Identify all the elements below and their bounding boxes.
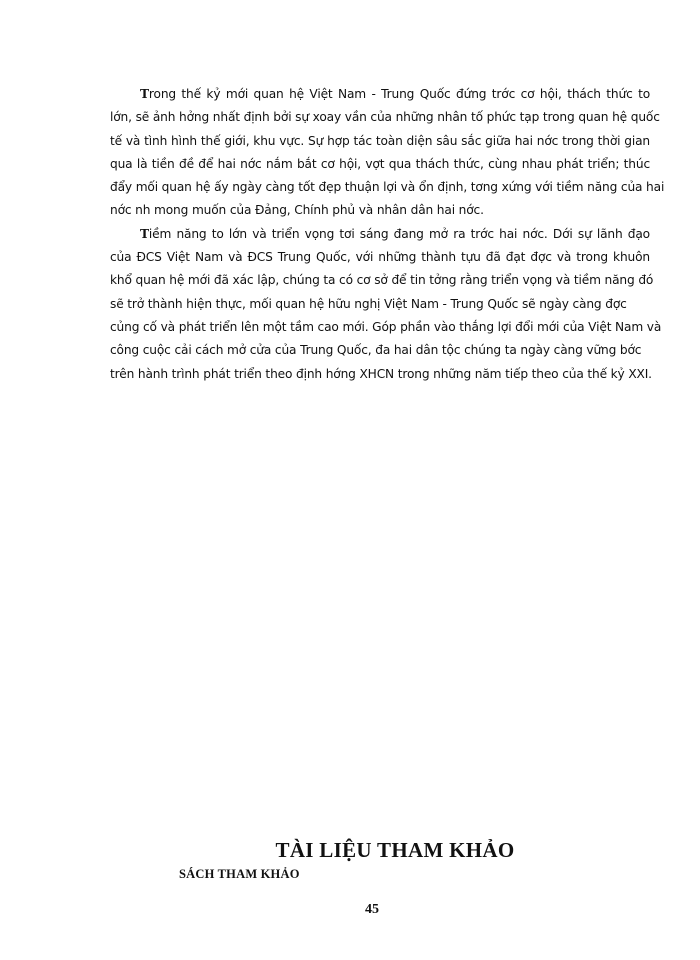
dropcap: T — [140, 226, 149, 241]
text-line: nớc nh mong muốn của Đảng, Chính phủ và nhân dân hai nớc. — [110, 203, 484, 218]
text-line: củng cố và phát triển lên một tầm cao mới. Góp phần vào thắng lợi đổi mới của Việt Nam và — [110, 319, 662, 334]
text-line: công cuộc cải cách mở cửa của Trung Quốc, đa hai dân tộc chúng ta ngày càng vững bớc — [110, 343, 642, 358]
text-line: Trong thế kỷ mới quan hệ Việt Nam - Trung Quốc đứng trớc cơ hội, thách thức to — [140, 87, 650, 101]
dropcap: T — [140, 87, 149, 101]
paragraph-2 — [110, 223, 662, 386]
text-line: lớn, sẽ ảnh hởng nhất định bởi sự xoay vần của những nhân tố phức tạp trong quan hệ quốc — [110, 110, 660, 125]
text-line: đẩy mối quan hệ ấy ngày càng tốt đẹp thuận lợi và ổn định, tơng xứng với tiềm năng của hai — [110, 180, 665, 195]
page-number: 45 — [365, 902, 379, 917]
text-line: của ĐCS Việt Nam và ĐCS Trung Quốc, với những thành tựu đã đạt đợc và trong khuôn — [110, 250, 650, 265]
text-line: trên hành trình phát triển theo định hớng XHCN trong những năm tiếp theo của thế kỷ XXI. — [110, 366, 652, 381]
references-subheading: SÁCH THAM KHẢO — [179, 867, 300, 881]
text-line: Tiềm năng to lớn và triển vọng tơi sáng đang mở ra trớc hai nớc. Dới sự lãnh đạo — [140, 226, 650, 241]
text-line: khổ quan hệ mới đã xác lập, chúng ta có cơ sở để tin tởng rằng triển vọng và tiềm năng đó — [110, 273, 654, 288]
text-line: tế và tình hình thế giới, khu vực. Sự hợp tác toàn diện sâu sắc giữa hai nớc trong thời gian — [110, 133, 650, 148]
text-line: sẽ trở thành hiện thực, mối quan hệ hữu nghị Việt Nam - Trung Quốc sẽ ngày càng đợc — [110, 296, 627, 311]
text-line: qua là tiền đề để hai nớc nắm bắt cơ hội, vợt qua thách thức, cùng nhau phát triển; thúc — [110, 156, 650, 171]
paragraph-1 — [110, 83, 665, 223]
body-text — [110, 83, 665, 386]
references-heading: TÀI LIỆU THAM KHẢO — [275, 838, 515, 862]
